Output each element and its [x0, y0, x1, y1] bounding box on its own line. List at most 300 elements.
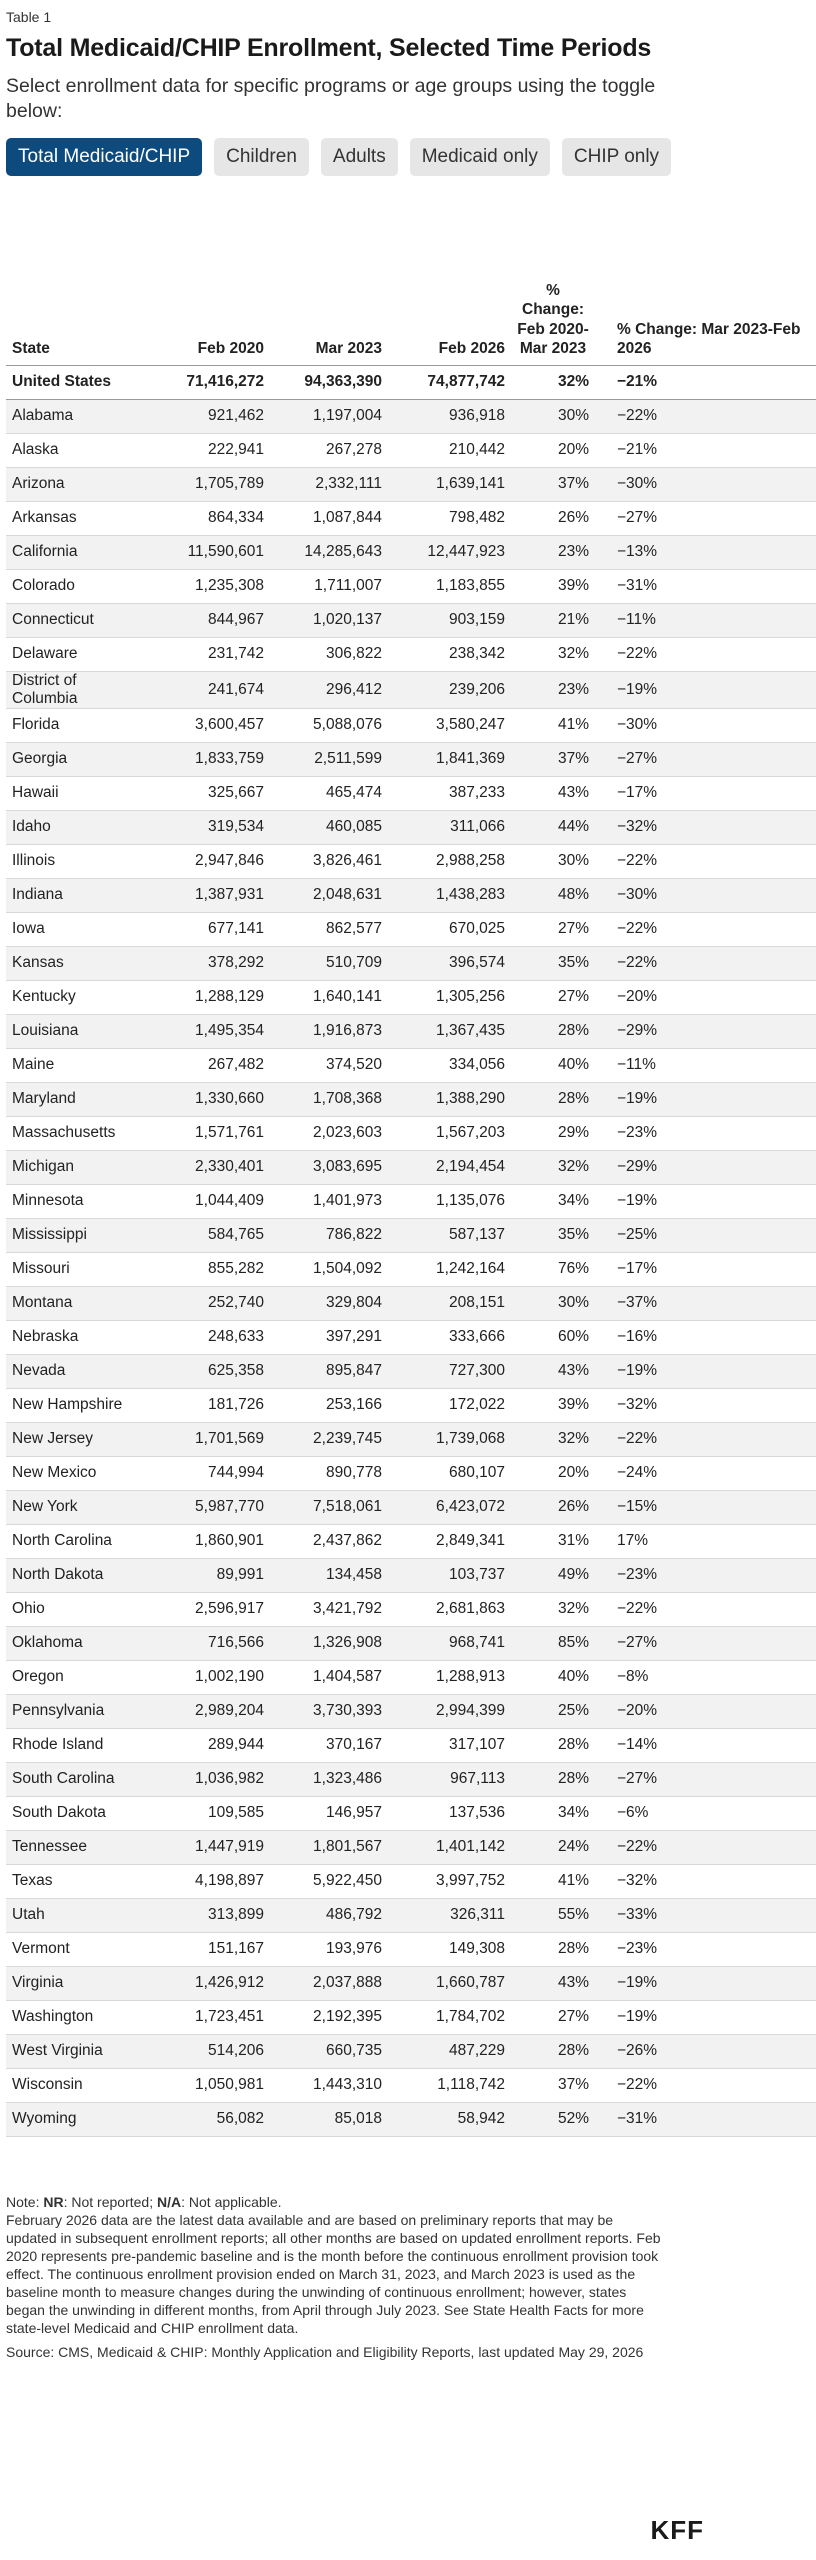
cell-feb-2020: 921,462	[152, 399, 270, 433]
cell-feb-2026: 1,401,142	[388, 1830, 511, 1864]
cell-change-2020-2023: 55%	[511, 1898, 595, 1932]
cell-mar-2023: 1,197,004	[270, 399, 388, 433]
cell-change-2023-2026: −17%	[595, 776, 816, 810]
cell-state: North Dakota	[6, 1558, 152, 1592]
cell-feb-2026: 1,288,913	[388, 1660, 511, 1694]
cell-state: Pennsylvania	[6, 1694, 152, 1728]
cell-change-2020-2023: 23%	[511, 671, 595, 708]
cell-state: Minnesota	[6, 1184, 152, 1218]
cell-feb-2026: 2,994,399	[388, 1694, 511, 1728]
cell-feb-2026: 2,194,454	[388, 1150, 511, 1184]
table-row	[6, 1422, 816, 1456]
cell-mar-2023: 296,412	[270, 671, 388, 708]
cell-change-2023-2026: −31%	[595, 569, 816, 603]
cell-change-2020-2023: 27%	[511, 2000, 595, 2034]
cell-state: North Carolina	[6, 1524, 152, 1558]
cell-change-2023-2026: −22%	[595, 637, 816, 671]
cell-feb-2020: 2,330,401	[152, 1150, 270, 1184]
cell-feb-2026: 936,918	[388, 399, 511, 433]
cell-change-2020-2023: 40%	[511, 1660, 595, 1694]
table-row	[6, 637, 816, 671]
cell-feb-2026: 903,159	[388, 603, 511, 637]
cell-feb-2020: 56,082	[152, 2102, 270, 2136]
cell-state: Montana	[6, 1286, 152, 1320]
cell-feb-2026: 239,206	[388, 671, 511, 708]
toggle-children[interactable]: Children	[214, 138, 309, 176]
table-row	[6, 1728, 816, 1762]
table-row-total	[6, 365, 816, 399]
table-row	[6, 742, 816, 776]
table-row	[6, 1932, 816, 1966]
cell-feb-2026: 317,107	[388, 1728, 511, 1762]
cell-state: Utah	[6, 1898, 152, 1932]
cell-mar-2023: 2,037,888	[270, 1966, 388, 2000]
cell-state: Illinois	[6, 844, 152, 878]
cell-feb-2020: 11,590,601	[152, 535, 270, 569]
cell-feb-2020: 2,596,917	[152, 1592, 270, 1626]
cell-mar-2023: 1,711,007	[270, 569, 388, 603]
table-row	[6, 776, 816, 810]
cell-feb-2026: 238,342	[388, 637, 511, 671]
table-row	[6, 1830, 816, 1864]
cell-change-2023-2026: −24%	[595, 1456, 816, 1490]
table-row	[6, 1592, 816, 1626]
cell-feb-2026: 1,639,141	[388, 467, 511, 501]
cell-state: Nevada	[6, 1354, 152, 1388]
cell-change-2023-2026: −6%	[595, 1796, 816, 1830]
table-row	[6, 980, 816, 1014]
table-row	[6, 1796, 816, 1830]
cell-state: Colorado	[6, 569, 152, 603]
cell-feb-2026: 3,997,752	[388, 1864, 511, 1898]
cell-change-2020-2023: 43%	[511, 1966, 595, 2000]
cell-change-2023-2026: −20%	[595, 980, 816, 1014]
cell-mar-2023: 7,518,061	[270, 1490, 388, 1524]
cell-change-2023-2026: −31%	[595, 2102, 816, 2136]
toggle-adults[interactable]: Adults	[321, 138, 398, 176]
cell-feb-2020: 1,860,901	[152, 1524, 270, 1558]
table-row	[6, 433, 816, 467]
cell-state: Mississippi	[6, 1218, 152, 1252]
cell-feb-2026: 680,107	[388, 1456, 511, 1490]
cell-mar-2023: 1,087,844	[270, 501, 388, 535]
cell-change-2023-2026: −15%	[595, 1490, 816, 1524]
cell-feb-2020: 1,002,190	[152, 1660, 270, 1694]
table-notes	[6, 2193, 666, 2337]
cell-mar-2023: 1,708,368	[270, 1082, 388, 1116]
table-row	[6, 1864, 816, 1898]
cell-state: New Mexico	[6, 1456, 152, 1490]
notes-body: February 2026 data are the latest data available and are based on preliminary reports that may be updated in subsequent enrollment reports; all other months are based on updated enrollment reports. Feb 2020 represents pre-pandemic baseline and is the month before the continuous enrollment provision took effect. The continuous enrollment provision ended on March 31, 2023, and March 2023 is used as the baseline month to measure changes during the unwinding of continuous enrollment; however, states began the unwinding in different months, from April through July 2023. See State Health Facts for more state-level Medicaid and CHIP enrollment data.	[6, 2211, 661, 2336]
cell-feb-2026: 968,741	[388, 1626, 511, 1660]
cell-change-2023-2026: −22%	[595, 912, 816, 946]
cell-state: Kansas	[6, 946, 152, 980]
cell-mar-2023: 1,801,567	[270, 1830, 388, 1864]
cell-feb-2026: 2,681,863	[388, 1592, 511, 1626]
cell-feb-2026: 727,300	[388, 1354, 511, 1388]
enrollment-table	[6, 224, 816, 2137]
cell-state: District of Columbia	[6, 671, 152, 708]
table-row	[6, 1558, 816, 1592]
cell-change-2020-2023: 37%	[511, 2068, 595, 2102]
column-header-state[interactable]: State	[6, 224, 152, 365]
cell-feb-2026: 798,482	[388, 501, 511, 535]
cell-change-2020-2023: 60%	[511, 1320, 595, 1354]
table-row	[6, 1116, 816, 1150]
column-header-feb-2020[interactable]: Feb 2020	[152, 224, 270, 365]
table-row	[6, 501, 816, 535]
cell-feb-2026: 1,567,203	[388, 1116, 511, 1150]
table-row	[6, 1524, 816, 1558]
table-row	[6, 1660, 816, 1694]
cell-change-2023-2026: −20%	[595, 1694, 816, 1728]
page-title: Total Medicaid/CHIP Enrollment, Selected Time Periods	[6, 34, 652, 62]
cell-feb-2026: 137,536	[388, 1796, 511, 1830]
cell-change-2023-2026: −23%	[595, 1116, 816, 1150]
table-row	[6, 2068, 816, 2102]
toggle-chip-only[interactable]: CHIP only	[562, 138, 671, 176]
cell-state: United States	[6, 365, 152, 399]
cell-mar-2023: 2,192,395	[270, 2000, 388, 2034]
cell-feb-2026: 487,229	[388, 2034, 511, 2068]
cell-feb-2020: 716,566	[152, 1626, 270, 1660]
cell-state: California	[6, 535, 152, 569]
table-row	[6, 1320, 816, 1354]
cell-state: Delaware	[6, 637, 152, 671]
toggle-medicaid-only[interactable]: Medicaid only	[410, 138, 550, 176]
cell-change-2023-2026: −16%	[595, 1320, 816, 1354]
cell-feb-2020: 1,495,354	[152, 1014, 270, 1048]
cell-state: Oklahoma	[6, 1626, 152, 1660]
cell-change-2020-2023: 52%	[511, 2102, 595, 2136]
table-row	[6, 1014, 816, 1048]
cell-state: Connecticut	[6, 603, 152, 637]
cell-state: Washington	[6, 2000, 152, 2034]
cell-mar-2023: 94,363,390	[270, 365, 388, 399]
cell-feb-2026: 1,660,787	[388, 1966, 511, 2000]
cell-mar-2023: 14,285,643	[270, 535, 388, 569]
cell-mar-2023: 660,735	[270, 2034, 388, 2068]
cell-feb-2020: 89,991	[152, 1558, 270, 1592]
cell-feb-2026: 1,242,164	[388, 1252, 511, 1286]
table-body	[6, 365, 816, 2136]
cell-change-2020-2023: 28%	[511, 1728, 595, 1762]
table-row	[6, 1150, 816, 1184]
cell-feb-2026: 387,233	[388, 776, 511, 810]
cell-feb-2020: 584,765	[152, 1218, 270, 1252]
cell-change-2020-2023: 34%	[511, 1796, 595, 1830]
cell-state: Vermont	[6, 1932, 152, 1966]
cell-state: Texas	[6, 1864, 152, 1898]
kff-logo: KFF	[650, 2515, 704, 2545]
cell-state: Alabama	[6, 399, 152, 433]
cell-mar-2023: 1,326,908	[270, 1626, 388, 1660]
cell-mar-2023: 486,792	[270, 1898, 388, 1932]
table-row	[6, 535, 816, 569]
cell-feb-2020: 3,600,457	[152, 708, 270, 742]
cell-state: Arkansas	[6, 501, 152, 535]
note-na-text: : Not applicable.	[181, 2193, 282, 2210]
cell-change-2023-2026: −19%	[595, 1082, 816, 1116]
cell-change-2020-2023: 30%	[511, 399, 595, 433]
cell-state: Kentucky	[6, 980, 152, 1014]
cell-feb-2020: 1,387,931	[152, 878, 270, 912]
cell-change-2023-2026: −29%	[595, 1014, 816, 1048]
cell-feb-2026: 587,137	[388, 1218, 511, 1252]
table-row	[6, 467, 816, 501]
cell-mar-2023: 862,577	[270, 912, 388, 946]
cell-change-2023-2026: −30%	[595, 467, 816, 501]
cell-change-2020-2023: 30%	[511, 844, 595, 878]
cell-mar-2023: 1,404,587	[270, 1660, 388, 1694]
cell-mar-2023: 1,443,310	[270, 2068, 388, 2102]
cell-feb-2026: 1,388,290	[388, 1082, 511, 1116]
cell-change-2020-2023: 43%	[511, 776, 595, 810]
cell-feb-2020: 289,944	[152, 1728, 270, 1762]
cell-feb-2020: 844,967	[152, 603, 270, 637]
cell-state: Nebraska	[6, 1320, 152, 1354]
cell-change-2020-2023: 32%	[511, 365, 595, 399]
cell-change-2023-2026: −32%	[595, 1864, 816, 1898]
cell-mar-2023: 460,085	[270, 810, 388, 844]
cell-feb-2026: 396,574	[388, 946, 511, 980]
cell-change-2020-2023: 27%	[511, 912, 595, 946]
cell-feb-2020: 319,534	[152, 810, 270, 844]
cell-state: New Hampshire	[6, 1388, 152, 1422]
cell-change-2020-2023: 26%	[511, 1490, 595, 1524]
cell-change-2023-2026: −37%	[595, 1286, 816, 1320]
table-row	[6, 1354, 816, 1388]
cell-mar-2023: 193,976	[270, 1932, 388, 1966]
cell-feb-2020: 325,667	[152, 776, 270, 810]
cell-change-2020-2023: 32%	[511, 1592, 595, 1626]
cell-mar-2023: 306,822	[270, 637, 388, 671]
cell-change-2020-2023: 85%	[511, 1626, 595, 1660]
cell-state: Hawaii	[6, 776, 152, 810]
table-row	[6, 399, 816, 433]
toggle-total-medicaid-chip[interactable]: Total Medicaid/CHIP	[6, 138, 202, 176]
cell-change-2020-2023: 39%	[511, 569, 595, 603]
table-row	[6, 1048, 816, 1082]
cell-change-2023-2026: −27%	[595, 742, 816, 776]
cell-change-2023-2026: −33%	[595, 1898, 816, 1932]
cell-change-2020-2023: 28%	[511, 2034, 595, 2068]
cell-change-2023-2026: −26%	[595, 2034, 816, 2068]
table-row	[6, 1456, 816, 1490]
cell-change-2020-2023: 28%	[511, 1762, 595, 1796]
cell-state: New York	[6, 1490, 152, 1524]
cell-change-2023-2026: −22%	[595, 399, 816, 433]
cell-mar-2023: 370,167	[270, 1728, 388, 1762]
cell-mar-2023: 253,166	[270, 1388, 388, 1422]
cell-mar-2023: 374,520	[270, 1048, 388, 1082]
cell-feb-2020: 1,447,919	[152, 1830, 270, 1864]
cell-feb-2026: 103,737	[388, 1558, 511, 1592]
cell-feb-2026: 1,135,076	[388, 1184, 511, 1218]
notes-abbreviations	[6, 2193, 666, 2211]
column-header-change-2020-2023[interactable]: % Change: Feb 2020-Mar 2023	[511, 224, 595, 365]
cell-mar-2023: 5,088,076	[270, 708, 388, 742]
cell-state: Massachusetts	[6, 1116, 152, 1150]
cell-feb-2020: 2,989,204	[152, 1694, 270, 1728]
cell-feb-2026: 1,183,855	[388, 569, 511, 603]
cell-feb-2020: 1,330,660	[152, 1082, 270, 1116]
cell-feb-2026: 670,025	[388, 912, 511, 946]
cell-feb-2026: 149,308	[388, 1932, 511, 1966]
cell-mar-2023: 2,048,631	[270, 878, 388, 912]
table-row	[6, 1218, 816, 1252]
table-row	[6, 1694, 816, 1728]
cell-feb-2020: 222,941	[152, 433, 270, 467]
cell-change-2020-2023: 41%	[511, 1864, 595, 1898]
cell-change-2020-2023: 30%	[511, 1286, 595, 1320]
cell-change-2023-2026: −19%	[595, 671, 816, 708]
cell-feb-2026: 967,113	[388, 1762, 511, 1796]
cell-state: Missouri	[6, 1252, 152, 1286]
cell-change-2020-2023: 48%	[511, 878, 595, 912]
cell-change-2020-2023: 41%	[511, 708, 595, 742]
cell-change-2023-2026: −27%	[595, 1762, 816, 1796]
cell-change-2020-2023: 28%	[511, 1932, 595, 1966]
cell-change-2020-2023: 32%	[511, 637, 595, 671]
cell-feb-2020: 181,726	[152, 1388, 270, 1422]
cell-feb-2020: 1,036,982	[152, 1762, 270, 1796]
cell-feb-2020: 1,235,308	[152, 569, 270, 603]
cell-feb-2020: 241,674	[152, 671, 270, 708]
cell-feb-2020: 231,742	[152, 637, 270, 671]
cell-change-2023-2026: −19%	[595, 1966, 816, 2000]
table-row	[6, 1966, 816, 2000]
cell-state: Florida	[6, 708, 152, 742]
cell-state: West Virginia	[6, 2034, 152, 2068]
cell-state: Wyoming	[6, 2102, 152, 2136]
cell-change-2020-2023: 49%	[511, 1558, 595, 1592]
cell-change-2020-2023: 37%	[511, 742, 595, 776]
column-header-change-2023-2026[interactable]: % Change: Mar 2023-Feb 2026	[595, 224, 816, 365]
cell-feb-2020: 4,198,897	[152, 1864, 270, 1898]
cell-feb-2026: 58,942	[388, 2102, 511, 2136]
cell-change-2020-2023: 43%	[511, 1354, 595, 1388]
table-row	[6, 1286, 816, 1320]
cell-feb-2020: 109,585	[152, 1796, 270, 1830]
cell-change-2023-2026: −13%	[595, 535, 816, 569]
table-row	[6, 708, 816, 742]
note-nr-text: : Not reported;	[63, 2193, 157, 2210]
cell-change-2020-2023: 29%	[511, 1116, 595, 1150]
cell-change-2020-2023: 25%	[511, 1694, 595, 1728]
cell-change-2023-2026: −22%	[595, 1422, 816, 1456]
cell-state: Ohio	[6, 1592, 152, 1626]
cell-feb-2026: 311,066	[388, 810, 511, 844]
cell-feb-2020: 267,482	[152, 1048, 270, 1082]
column-header-feb-2026[interactable]: Feb 2026	[388, 224, 511, 365]
table-row	[6, 1626, 816, 1660]
cell-change-2023-2026: −30%	[595, 708, 816, 742]
table-row	[6, 810, 816, 844]
cell-feb-2026: 6,423,072	[388, 1490, 511, 1524]
cell-mar-2023: 1,323,486	[270, 1762, 388, 1796]
cell-change-2023-2026: 17%	[595, 1524, 816, 1558]
cell-state: Arizona	[6, 467, 152, 501]
cell-feb-2026: 334,056	[388, 1048, 511, 1082]
table-row	[6, 569, 816, 603]
cell-mar-2023: 2,023,603	[270, 1116, 388, 1150]
cell-change-2020-2023: 21%	[511, 603, 595, 637]
cell-mar-2023: 895,847	[270, 1354, 388, 1388]
cell-feb-2026: 1,841,369	[388, 742, 511, 776]
cell-feb-2026: 326,311	[388, 1898, 511, 1932]
cell-change-2020-2023: 39%	[511, 1388, 595, 1422]
cell-feb-2020: 5,987,770	[152, 1490, 270, 1524]
cell-feb-2020: 151,167	[152, 1932, 270, 1966]
cell-mar-2023: 1,640,141	[270, 980, 388, 1014]
cell-change-2020-2023: 20%	[511, 433, 595, 467]
cell-mar-2023: 397,291	[270, 1320, 388, 1354]
cell-feb-2020: 1,705,789	[152, 467, 270, 501]
cell-change-2020-2023: 40%	[511, 1048, 595, 1082]
cell-state: Michigan	[6, 1150, 152, 1184]
cell-feb-2020: 1,571,761	[152, 1116, 270, 1150]
cell-feb-2020: 855,282	[152, 1252, 270, 1286]
cell-feb-2020: 744,994	[152, 1456, 270, 1490]
note-nr-label: NR	[43, 2193, 64, 2210]
cell-feb-2020: 1,426,912	[152, 1966, 270, 2000]
cell-feb-2020: 1,723,451	[152, 2000, 270, 2034]
enrollment-table-scroll[interactable]	[6, 224, 801, 2137]
table-row	[6, 1252, 816, 1286]
cell-mar-2023: 134,458	[270, 1558, 388, 1592]
table-row	[6, 1184, 816, 1218]
cell-change-2020-2023: 31%	[511, 1524, 595, 1558]
cell-change-2020-2023: 32%	[511, 1422, 595, 1456]
table-row	[6, 1082, 816, 1116]
program-toggle-group	[6, 138, 712, 176]
cell-change-2020-2023: 28%	[511, 1014, 595, 1048]
cell-feb-2020: 1,050,981	[152, 2068, 270, 2102]
cell-change-2023-2026: −23%	[595, 1558, 816, 1592]
cell-mar-2023: 5,922,450	[270, 1864, 388, 1898]
table-row	[6, 671, 816, 708]
column-header-mar-2023[interactable]: Mar 2023	[270, 224, 388, 365]
table-row	[6, 946, 816, 980]
cell-change-2020-2023: 26%	[511, 501, 595, 535]
cell-change-2023-2026: −30%	[595, 878, 816, 912]
cell-feb-2020: 1,833,759	[152, 742, 270, 776]
cell-feb-2020: 2,947,846	[152, 844, 270, 878]
cell-change-2023-2026: −22%	[595, 1830, 816, 1864]
table-row	[6, 1490, 816, 1524]
cell-change-2020-2023: 32%	[511, 1150, 595, 1184]
table-row	[6, 912, 816, 946]
cell-feb-2020: 248,633	[152, 1320, 270, 1354]
cell-mar-2023: 465,474	[270, 776, 388, 810]
cell-feb-2026: 208,151	[388, 1286, 511, 1320]
cell-feb-2026: 74,877,742	[388, 365, 511, 399]
cell-mar-2023: 3,730,393	[270, 1694, 388, 1728]
cell-change-2023-2026: −19%	[595, 1184, 816, 1218]
cell-change-2020-2023: 34%	[511, 1184, 595, 1218]
table-row	[6, 1762, 816, 1796]
cell-feb-2026: 12,447,923	[388, 535, 511, 569]
cell-mar-2023: 85,018	[270, 2102, 388, 2136]
cell-state: Iowa	[6, 912, 152, 946]
cell-change-2020-2023: 20%	[511, 1456, 595, 1490]
cell-mar-2023: 3,421,792	[270, 1592, 388, 1626]
cell-change-2023-2026: −21%	[595, 365, 816, 399]
cell-state: Louisiana	[6, 1014, 152, 1048]
cell-mar-2023: 510,709	[270, 946, 388, 980]
cell-feb-2026: 1,305,256	[388, 980, 511, 1014]
